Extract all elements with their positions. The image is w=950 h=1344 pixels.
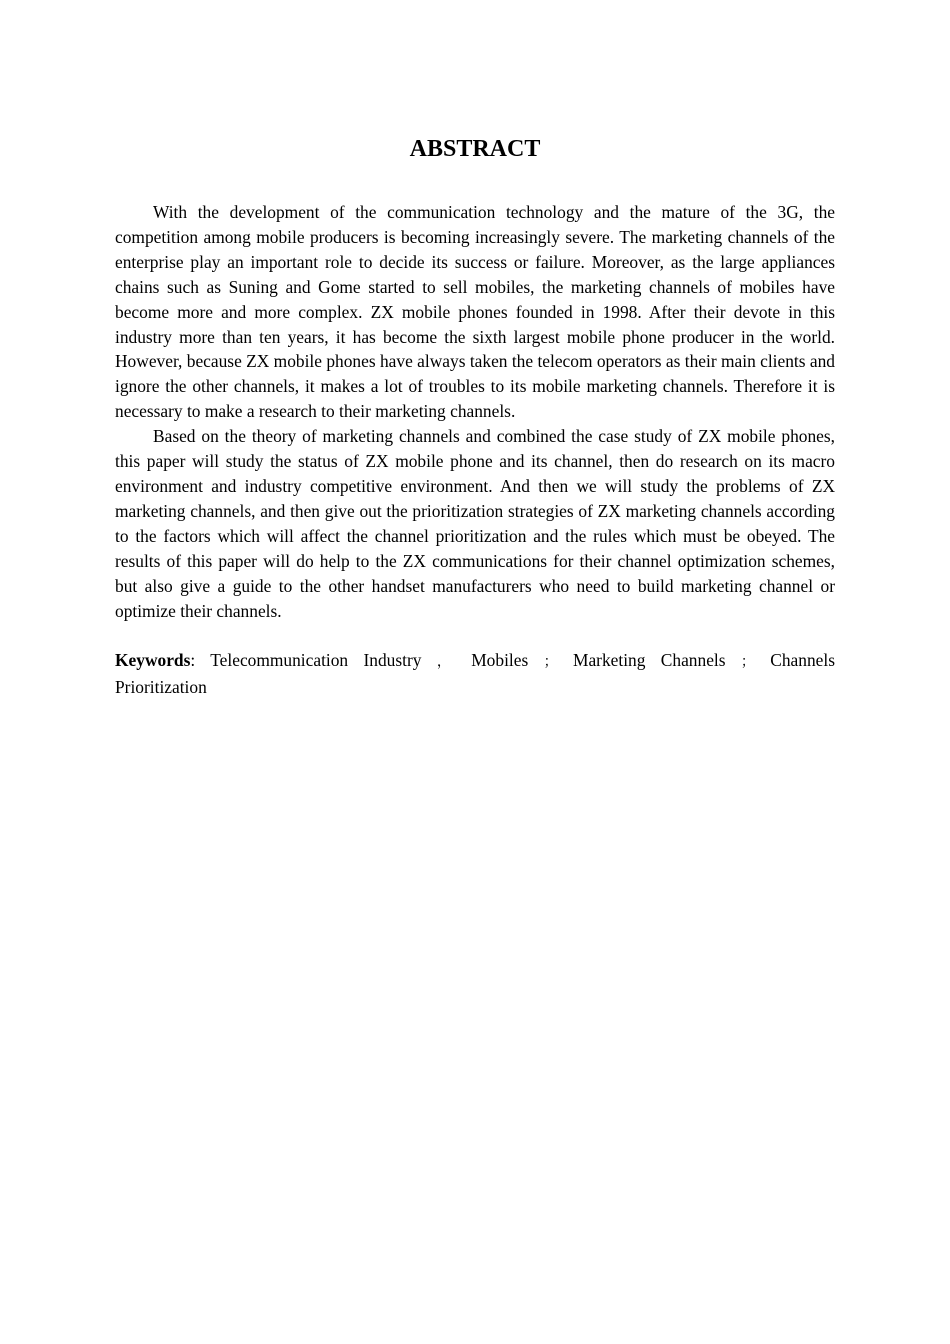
keywords-line [115,648,835,700]
keyword-item: Channels Prioritization [115,650,835,698]
keyword-item: Marketing Channels [572,650,726,671]
keywords-colon: : [190,650,196,671]
keyword-separator: ； [740,654,755,671]
keywords-label: Keywords [115,650,191,671]
abstract-paragraph: Based on the theory of marketing channels and combined the case study of ZX mobile phones, this paper will study the status of ZX mobile phone and its channel, then do research on its macro environment and industry competitive environment. And then we will study the problems of ZX marketing channels, and then give out the prioritization strategies of ZX marketing channels according to the factors which will affect the channel prioritization and the rules which must be obeyed. The results of this paper will do help to the ZX communications for their channel optimization schemes, but also give a guide to the other handset manufacturers who need to build marketing channel or optimize their channels. [115,426,835,621]
abstract-body [115,200,835,700]
keyword-item: Telecommunication Industry [210,650,422,671]
abstract-paragraph: With the development of the communication technology and the mature of the 3G, the competition among mobile producers is becoming increasingly severe. The marketing channels of the enterprise play an important role to decide its success or failure. Moreover, as the large appliances chains such as Suning and Gome started to sell mobiles, the marketing channels of mobiles have become more and more complex. ZX mobile phones founded in 1998. After their devote in this industry more than ten years, it has become the sixth largest mobile phone producer in the world. However, because ZX mobile phones have always taken the telecom operators as their main clients and ignore the other channels, it makes a lot of troubles to its mobile marketing channels. Therefore it is necessary to make a research to their marketing channels. [115,202,835,422]
keyword-separator: ， [436,654,456,671]
keyword-separator: ； [543,654,558,671]
keyword-item: Mobiles [471,650,529,671]
abstract-title: ABSTRACT [409,136,541,162]
